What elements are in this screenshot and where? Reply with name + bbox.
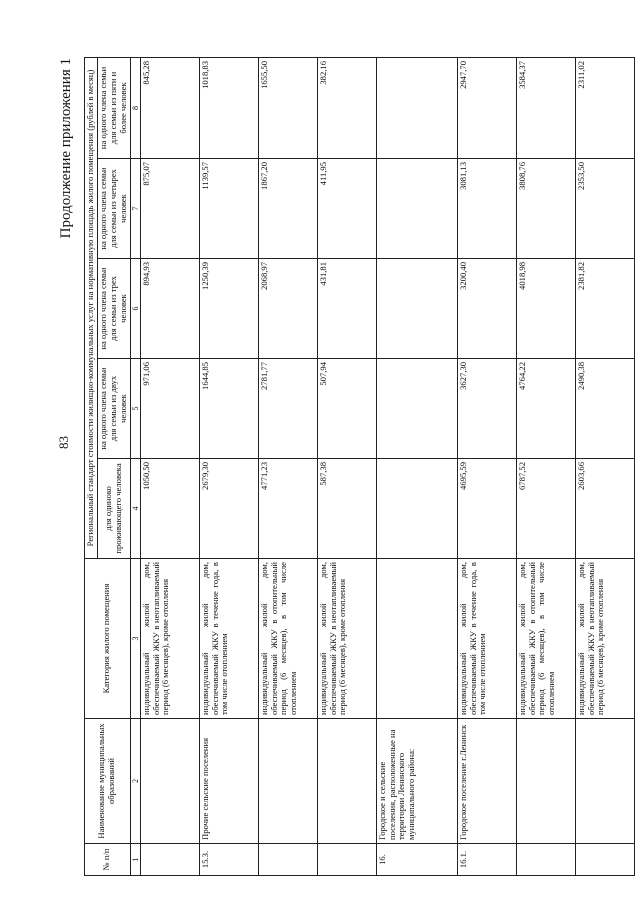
row-value-col7: 2353,50: [575, 159, 634, 259]
column-number: 7: [130, 159, 140, 259]
row-value-col4: 587,38: [317, 459, 376, 559]
row-value-col4: 1050,50: [140, 459, 199, 559]
column-number: 4: [130, 459, 140, 559]
header-col7: на одного члена семьи для семьи из четырех человек: [97, 159, 130, 259]
row-value-col4: 4695,59: [457, 459, 516, 559]
row-number: [258, 844, 317, 876]
row-number: [317, 844, 376, 876]
row-number: 16.1.: [457, 844, 516, 876]
header-num: № п/п: [85, 844, 131, 876]
row-category: индивидуальный жилой дом, обеспечиваемый ЖКУ в неотапливаемый период (6 месяцев), кроме отопления: [317, 559, 376, 719]
table-row: [376, 57, 457, 875]
row-category: индивидуальный жилой дом, обеспечиваемый ЖКУ в течение года, в том числе отоплением: [199, 559, 258, 719]
header-row-1: [85, 57, 98, 875]
row-value-col6: 894,93: [140, 259, 199, 359]
row-value-col6: 1250,39: [199, 259, 258, 359]
row-value-col5: 1644,85: [199, 359, 258, 459]
row-municipality: Городское и сельские поселения, расположенные на территории Ленинского муниципального района:: [376, 719, 457, 844]
row-value-col6: [376, 259, 457, 359]
row-value-col5: 507,94: [317, 359, 376, 459]
row-number: [516, 844, 575, 876]
row-number: 16.: [376, 844, 457, 876]
row-municipality: [317, 719, 376, 844]
row-value-col7: 3081,13: [457, 159, 516, 259]
row-value-col5: 4764,22: [516, 359, 575, 459]
column-number: 6: [130, 259, 140, 359]
row-value-col4: 2603,66: [575, 459, 634, 559]
row-value-col5: [376, 359, 457, 459]
header-col4: для одиноко проживающего человека: [97, 459, 130, 559]
table-row: [457, 57, 516, 875]
column-number-row: [130, 57, 140, 875]
rotated-page-content: [58, 58, 612, 876]
row-value-col7: 1867,20: [258, 159, 317, 259]
standards-table: [84, 57, 635, 876]
row-category: индивидуальный жилой дом, обеспечиваемый ЖКУ в отопительный период (6 месяцев), в том числе отоплением: [516, 559, 575, 719]
table-row: [575, 57, 634, 875]
row-value-col8: 382,16: [317, 57, 376, 158]
column-number: 5: [130, 359, 140, 459]
row-value-col5: 2781,77: [258, 359, 317, 459]
row-value-col8: 2947,70: [457, 57, 516, 158]
row-value-col7: 411,95: [317, 159, 376, 259]
row-category: индивидуальный жилой дом, обеспечиваемый ЖКУ в отопительный период (6 месяцев), в том числе отоплением: [258, 559, 317, 719]
table-row: [516, 57, 575, 875]
row-value-col4: 2679,30: [199, 459, 258, 559]
row-value-col4: 6787,52: [516, 459, 575, 559]
row-municipality: Городское поселение г.Ленинск: [457, 719, 516, 844]
row-category: индивидуальный жилой дом, обеспечиваемый ЖКУ в неотапливаемый период (6 месяцев), кроме отопления: [140, 559, 199, 719]
row-municipality: [516, 719, 575, 844]
row-value-col7: 3808,76: [516, 159, 575, 259]
row-category: [376, 559, 457, 719]
row-municipality: [575, 719, 634, 844]
row-value-col6: 3200,40: [457, 259, 516, 359]
page-number: 83: [56, 436, 71, 449]
table-row: [199, 57, 258, 875]
row-municipality: [140, 719, 199, 844]
table-row: [317, 57, 376, 875]
row-number: [140, 844, 199, 876]
column-number: 1: [130, 844, 140, 876]
row-value-col6: 2068,97: [258, 259, 317, 359]
row-value-col5: 3627,30: [457, 359, 516, 459]
column-number: 8: [130, 57, 140, 158]
row-value-col8: [376, 57, 457, 158]
header-category: Категория жилого помещения: [85, 559, 131, 719]
row-value-col7: 875,07: [140, 159, 199, 259]
row-number: 15.3.: [199, 844, 258, 876]
row-value-col8: 3584,37: [516, 57, 575, 158]
row-municipality: Прочие сельские поселения: [199, 719, 258, 844]
row-value-col5: 2490,38: [575, 359, 634, 459]
header-col6: на одного члена семьи для семьи из трех человек: [97, 259, 130, 359]
row-municipality: [258, 719, 317, 844]
row-category: индивидуальный жилой дом, обеспечиваемый ЖКУ в течение года, в том числе отоплением: [457, 559, 516, 719]
row-value-col5: 971,06: [140, 359, 199, 459]
appendix-heading: Продолжение приложения 1: [58, 58, 74, 239]
row-category: индивидуальный жилой дом, обеспечиваемый ЖКУ в неотапливаемый период (6 месяцев), кроме отопления: [575, 559, 634, 719]
header-standard-group: Региональный стандарт стоимости жилищно-коммунальных услуг на нормативную площадь жилого помещения (рублей в месяц): [85, 57, 98, 558]
row-value-col7: 1139,57: [199, 159, 258, 259]
table-row: [140, 57, 199, 875]
row-value-col8: 1018,83: [199, 57, 258, 158]
header-col8: на одного члена семьи для семьи из пяти и более человек: [97, 57, 130, 158]
column-number: 2: [130, 719, 140, 844]
column-number: 3: [130, 559, 140, 719]
row-value-col4: 4771,23: [258, 459, 317, 559]
row-value-col7: [376, 159, 457, 259]
row-value-col4: [376, 459, 457, 559]
row-value-col6: 2381,82: [575, 259, 634, 359]
row-value-col8: 845,28: [140, 57, 199, 158]
row-value-col8: 1655,50: [258, 57, 317, 158]
row-value-col6: 431,81: [317, 259, 376, 359]
table-row: [258, 57, 317, 875]
header-municipality: Наименование муниципальных образований: [85, 719, 131, 844]
row-value-col8: 2311,02: [575, 57, 634, 158]
row-value-col6: 4018,98: [516, 259, 575, 359]
row-number: [575, 844, 634, 876]
header-col5: на одного члена семьи для семьи из двух человек: [97, 359, 130, 459]
